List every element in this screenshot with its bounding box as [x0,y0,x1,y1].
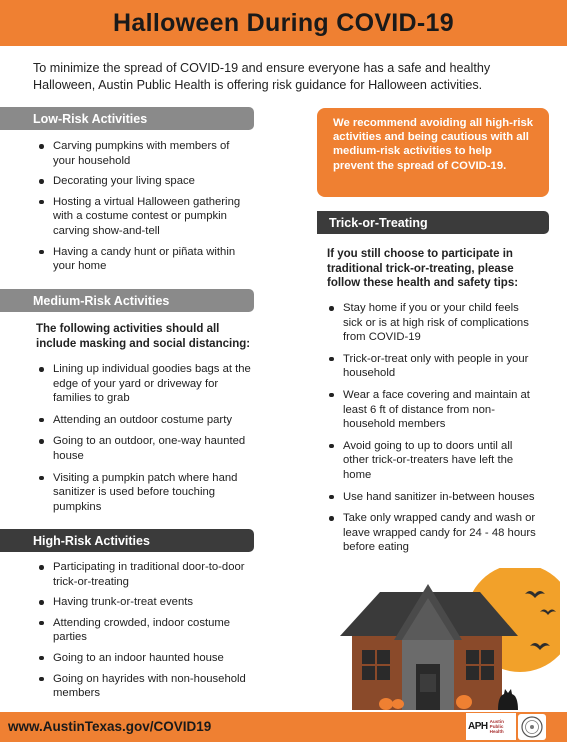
list-item: Going to an indoor haunted house [36,651,254,666]
footer-url-link[interactable]: www.AustinTexas.gov/COVID19 [8,719,212,734]
aph-logo-word: Health [489,729,504,734]
title-banner [0,0,567,46]
list-item: Having a candy hunt or piñata within your home [36,245,251,274]
high-risk-heading [0,529,254,552]
trick-or-treating-heading [317,211,549,234]
trick-or-treating-heading-label: Trick-or-Treating [329,215,428,230]
aph-logo-word: Public [489,724,504,729]
list-item: Avoid going to up to doors until all other trick-or-treaters have left the home [326,439,538,483]
list-item: Decorating your living space [36,174,251,189]
medium-risk-heading [0,289,254,312]
medium-risk-list [36,362,258,514]
list-item: Participating in traditional door-to-door trick-or-treating [36,560,254,589]
pumpkin-icon [392,699,404,709]
aph-logo-word: Austin [489,719,504,724]
list-item: Take only wrapped candy and wash or leave wrapped candy for 24 - 48 hours before eating [326,511,538,555]
recommendation-text: We recommend avoiding all high-risk activities and being cautious with all medium-risk activities to help prevent the spread of COVID-19. [333,117,534,172]
haunted-house-icon [340,568,560,712]
pumpkin-icon [456,695,472,709]
pumpkin-icon [379,698,393,710]
high-risk-list [36,560,254,701]
list-item: Trick-or-treat only with people in your household [326,352,538,381]
aph-logo-mark: APH [468,721,488,732]
low-risk-heading-label: Low-Risk Activities [33,111,148,126]
high-risk-heading-label: High-Risk Activities [33,533,150,548]
medium-risk-heading-label: Medium-Risk Activities [33,293,170,308]
list-item: Use hand sanitizer in-between houses [326,490,538,505]
trick-or-treating-lead: If you still choose to participate in traditional trick-or-treating, please follow these health and safety tips: [327,248,519,290]
list-item: Attending crowded, indoor costume parties [36,616,254,645]
trick-or-treating-list [326,301,538,555]
low-risk-list [36,139,251,274]
list-item: Attending an outdoor costume party [36,413,258,428]
list-item: Having trunk-or-treat events [36,595,254,610]
list-item: Wear a face covering and maintain at least 6 ft of distance from non-household members [326,388,538,432]
medium-risk-lead: The following activities should all include masking and social distancing: [36,323,251,350]
low-risk-heading [0,107,254,130]
list-item: Visiting a pumpkin patch where hand sanitizer is used before touching pumpkins [36,471,258,515]
recommendation-box [317,108,549,197]
page-title: Halloween During COVID-19 [113,8,454,37]
list-item: Stay home if you or your child feels sick or is at high risk of complications from COVID-19 [326,301,538,345]
list-item: Carving pumpkins with members of your household [36,139,251,168]
intro-text: To minimize the spread of COVID-19 and ensure everyone has a safe and healthy Halloween, Austin Public Health is offering risk guidance for Halloween activities. [33,61,491,92]
aph-logo [466,713,516,740]
aph-logo-words [490,719,504,734]
list-item: Lining up individual goodies bags at the edge of your yard or driveway for families to grab [36,362,258,406]
city-seal-icon [518,714,546,740]
list-item: Going to an outdoor, one-way haunted house [36,434,258,463]
list-item: Going on hayrides with non-household members [36,672,254,701]
list-item: Hosting a virtual Halloween gathering with a costume contest or pumpkin carving show-and-tell [36,195,251,239]
